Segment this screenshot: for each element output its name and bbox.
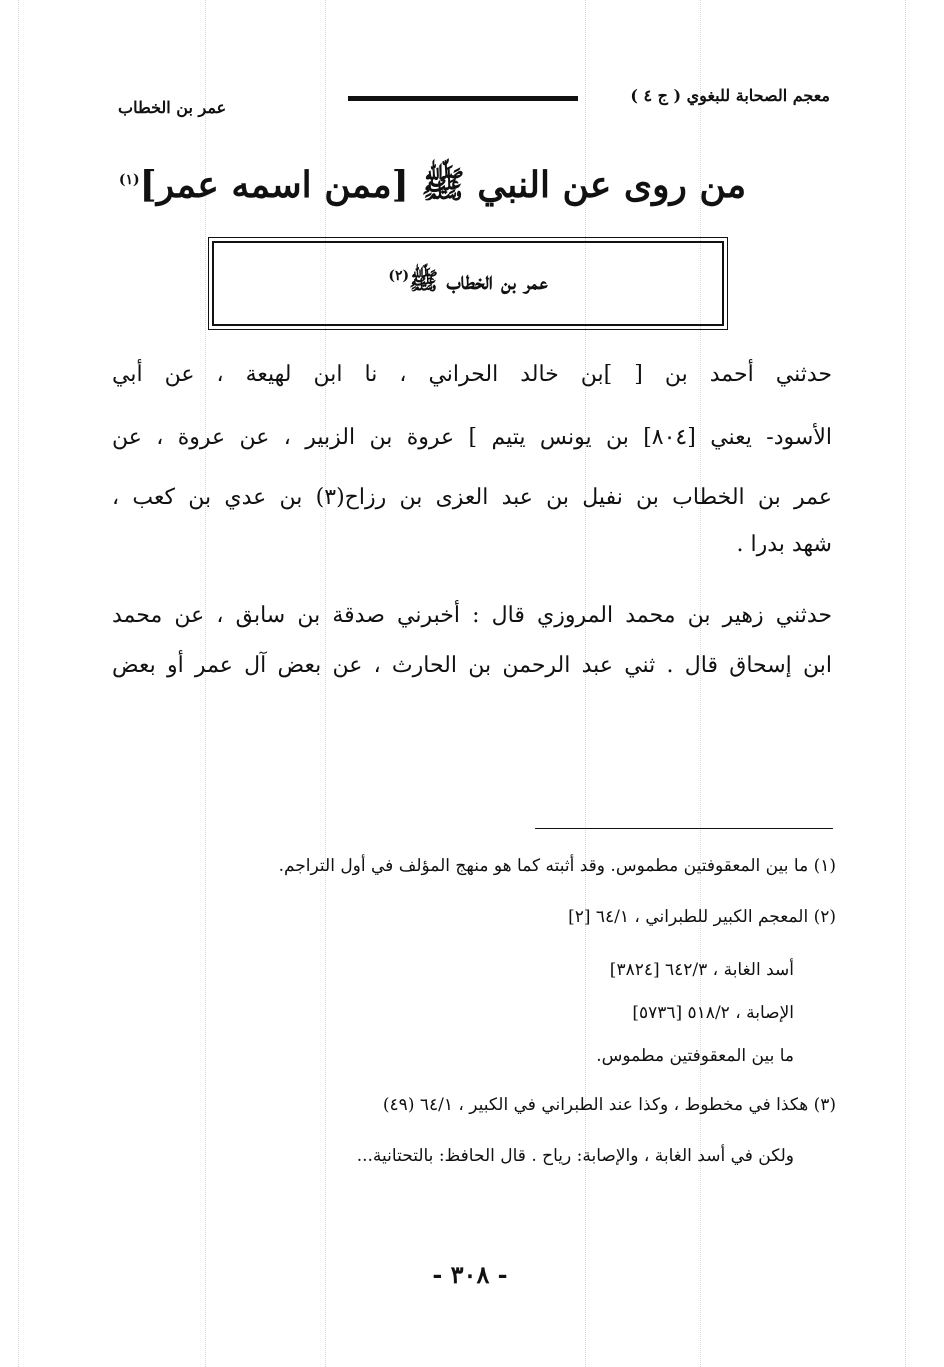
- footnote-continuation: ما بين المعقوفتين مطموس.: [596, 1046, 794, 1066]
- running-header: [118, 84, 830, 117]
- body-line: عمر بن الخطاب بن نفيل بن عبد العزى بن رزاح(٣) بن عدي بن كعب ،: [112, 485, 832, 510]
- scan-guide-line: [18, 0, 19, 1367]
- footnote-continuation: ولكن في أسد الغابة ، والإصابة: رياح . قال الحافظ: بالتحتانية...: [356, 1146, 794, 1166]
- body-line: حدثني زهير بن محمد المروزي قال : أخبرني صدقة بن سابق ، عن محمد: [112, 603, 832, 628]
- body-line: شهد بدرا .: [736, 532, 832, 557]
- running-header-book-title: معجم الصحابة للبغوي ( ج ٤ ): [630, 86, 830, 105]
- entry-title-box: [212, 241, 724, 326]
- chapter-heading-text: من روى عن النبي ﷺ [ممن اسمه عمر]: [139, 164, 747, 206]
- footnote-separator: [535, 828, 833, 829]
- running-header-section-title: عمر بن الخطاب: [118, 98, 227, 117]
- footnote-continuation: الإصابة ، ٥١٨/٢ [٥٧٣٦]: [632, 1003, 794, 1023]
- body-line: حدثني أحمد بن [ ]بن خالد الحراني ، نا ابن لهيعة ، عن أبي: [112, 362, 832, 387]
- scan-guide-line: [905, 0, 906, 1367]
- chapter-heading-footnote-ref: (١): [118, 172, 140, 188]
- footnote: (١) ما بين المعقوفتين مطموس. وقد أثبته كما هو منهج المؤلف في أول التراجم.: [278, 856, 836, 876]
- entry-title-name: عمر بن الخطاب ﷺ: [409, 266, 548, 295]
- chapter-heading: [100, 163, 765, 215]
- body-line: ابن إسحاق قال . ثني عبد الرحمن بن الحارث ، عن بعض آل عمر أو بعض: [112, 653, 832, 678]
- page-number: - ٣٠٨ -: [432, 1260, 508, 1289]
- entry-title: [214, 266, 722, 301]
- running-header-rule: [348, 96, 578, 101]
- body-line: الأسود- يعني [٨٠٤] بن يونس يتيم ] عروة بن الزبير ، عن عروة ، عن: [112, 425, 832, 450]
- footnote-continuation: أسد الغابة ، ٦٤٢/٣ [٣٨٢٤]: [609, 960, 794, 980]
- footnote: (٢) المعجم الكبير للطبراني ، ٦٤/١ [٢]: [568, 907, 836, 927]
- footnote: (٣) هكذا في مخطوط ، وكذا عند الطبراني في الكبير ، ٦٤/١ (٤٩): [382, 1095, 836, 1115]
- entry-title-footnote-ref: (٢): [388, 268, 410, 284]
